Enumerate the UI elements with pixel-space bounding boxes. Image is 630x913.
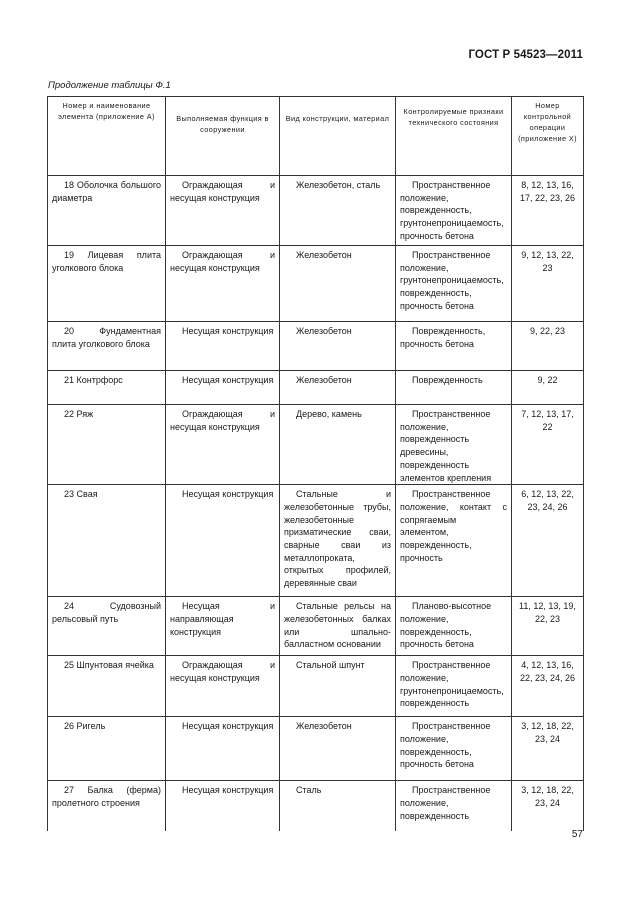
- page-number: 57: [571, 829, 583, 840]
- element-cell: 21 Контрфорс: [48, 371, 166, 405]
- features-cell: Поврежденность: [396, 371, 512, 405]
- table-row: [48, 485, 584, 597]
- function-cell: Несущая и направляющая конструкция: [166, 597, 280, 656]
- operations-cell: 3, 12, 18, 22, 23, 24: [512, 781, 584, 831]
- function-cell: Ограждающая и несущая конструкция: [166, 405, 280, 485]
- function-cell: Несущая конструкция: [166, 322, 280, 371]
- element-cell: 18 Оболочка большого диаметра: [48, 176, 166, 246]
- features-cell: Пространственное положение, поврежденность, грунтонепроницаемость, прочность бетона: [396, 176, 512, 246]
- element-cell: 23 Свая: [48, 485, 166, 597]
- column-header-material: Вид конструкции, материал: [280, 97, 396, 176]
- table-row: [48, 371, 584, 405]
- column-header-features: Контролируемые признаки технического состояния: [396, 97, 512, 176]
- column-header-function: Выполняемая функция в сооружении: [166, 97, 280, 176]
- function-cell: Ограждающая и несущая конструкция: [166, 176, 280, 246]
- table-row: [48, 405, 584, 485]
- operations-cell: 9, 22: [512, 371, 584, 405]
- material-cell: Стальные рельсы на железобетонных балках или шпально-балластном основании: [280, 597, 396, 656]
- operations-cell: 11, 12, 13, 19, 22, 23: [512, 597, 584, 656]
- function-cell: Несущая конструкция: [166, 485, 280, 597]
- material-cell: Железобетон: [280, 322, 396, 371]
- material-cell: Железобетон: [280, 246, 396, 322]
- operations-cell: 3, 12, 18, 22, 23, 24: [512, 717, 584, 781]
- features-cell: Пространственное положение, грунтонепроницаемость, поврежденность, прочность бетона: [396, 246, 512, 322]
- element-cell: 24 Судовозный рельсовый путь: [48, 597, 166, 656]
- material-cell: Железобетон, сталь: [280, 176, 396, 246]
- function-cell: Несущая конструкция: [166, 781, 280, 831]
- table-container: [47, 96, 583, 831]
- function-cell: Ограждающая и несущая конструкция: [166, 246, 280, 322]
- operations-cell: 4, 12, 13, 16, 22, 23, 24, 26: [512, 656, 584, 717]
- operations-cell: 6, 12, 13, 22, 23, 24, 26: [512, 485, 584, 597]
- features-cell: Поврежденность, прочность бетона: [396, 322, 512, 371]
- features-cell: Пространственное положение, поврежденность древесины, поврежденность элементов крепления: [396, 405, 512, 485]
- operations-cell: 9, 12, 13, 22, 23: [512, 246, 584, 322]
- material-cell: Дерево, камень: [280, 405, 396, 485]
- table-row: [48, 322, 584, 371]
- function-cell: Ограждающая и несущая конструкция: [166, 656, 280, 717]
- column-header-operations: Номер контрольной операции (приложение Х): [512, 97, 584, 176]
- table-row: [48, 246, 584, 322]
- table-caption: Продолжение таблицы Ф.1: [48, 80, 171, 91]
- data-table: [47, 96, 584, 831]
- operations-cell: 9, 22, 23: [512, 322, 584, 371]
- table-row: [48, 176, 584, 246]
- table-row: [48, 597, 584, 656]
- material-cell: Железобетон: [280, 371, 396, 405]
- features-cell: Пространственное положение, грунтонепроницаемость, поврежденность: [396, 656, 512, 717]
- material-cell: Сталь: [280, 781, 396, 831]
- function-cell: Несущая конструкция: [166, 371, 280, 405]
- operations-cell: 7, 12, 13, 17, 22: [512, 405, 584, 485]
- features-cell: Планово-высотное положение, поврежденность, прочность бетона: [396, 597, 512, 656]
- table-header-row: [48, 97, 584, 176]
- table-row: [48, 717, 584, 781]
- material-cell: Стальной шпунт: [280, 656, 396, 717]
- element-cell: 25 Шпунтовая ячейка: [48, 656, 166, 717]
- table-row: [48, 656, 584, 717]
- table-row: [48, 781, 584, 831]
- standard-code: ГОСТ Р 54523—2011: [468, 49, 583, 61]
- features-cell: Пространственное положение, контакт с сопрягаемым элементом, поврежденность, прочность: [396, 485, 512, 597]
- element-cell: 27 Балка (ферма) пролетного строения: [48, 781, 166, 831]
- operations-cell: 8, 12, 13, 16, 17, 22, 23, 26: [512, 176, 584, 246]
- features-cell: Пространственное положение, поврежденность: [396, 781, 512, 831]
- material-cell: Стальные и железобетонные трубы, железобетонные призматические сваи, сварные сваи из металлопроката, открытых профилей, деревянные сваи: [280, 485, 396, 597]
- element-cell: 19 Лицевая плита уголкового блока: [48, 246, 166, 322]
- element-cell: 20 Фундаментная плита уголкового блока: [48, 322, 166, 371]
- material-cell: Железобетон: [280, 717, 396, 781]
- element-cell: 26 Ригель: [48, 717, 166, 781]
- column-header-element: Номер и наименование элемента (приложение А): [48, 97, 166, 176]
- element-cell: 22 Ряж: [48, 405, 166, 485]
- features-cell: Пространственное положение, поврежденность, прочность бетона: [396, 717, 512, 781]
- function-cell: Несущая конструкция: [166, 717, 280, 781]
